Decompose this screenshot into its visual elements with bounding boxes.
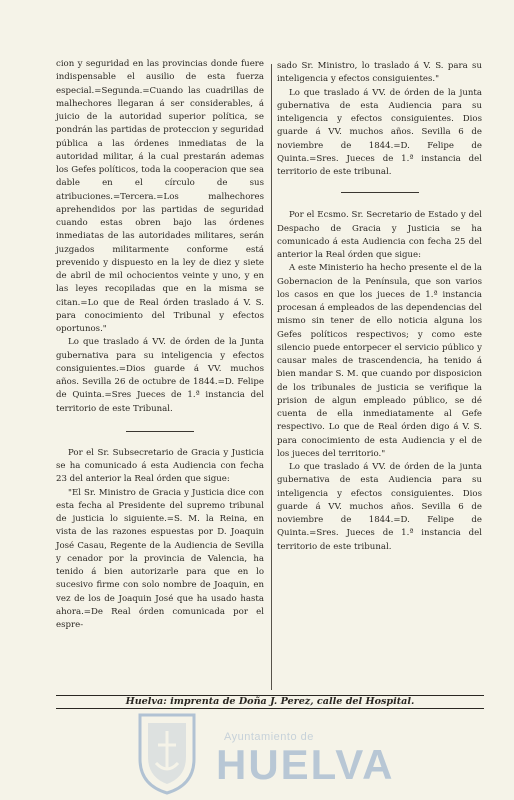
footer-rule-bottom	[56, 708, 484, 709]
watermark-line-1: Ayuntamiento de	[224, 731, 314, 743]
right-paragraph-3: Por el Ecsmo. Sr. Secretario de Estado y del Despacho de Gracia y Justicia se ha comunicado á esta Audiencia con fecha 25 del anterior la Real órden que sigue:	[277, 210, 482, 260]
left-paragraph-2: Lo que traslado á VV. de órden de la Junta gubernativa para su inteligencia y efectos consiguientes.=Dios guarde á VV. muchos años. Sevilla 26 de octubre de 1844.=D. Felipe de Quinta.=Sres Jueces de 1.ª instancia del territorio de este Tribunal.	[56, 337, 264, 414]
printer-imprint: Huelva: imprenta de Doña J. Perez, calle del Hospital.	[125, 696, 415, 707]
section-separator	[341, 192, 419, 193]
right-column	[277, 60, 482, 554]
left-column	[56, 58, 264, 632]
watermark-line-2: HUELVA	[216, 741, 395, 788]
right-paragraph-1: sado Sr. Ministro, lo traslado á V. S. para su inteligencia y efectos consiguientes."	[277, 61, 482, 85]
archive-watermark	[0, 705, 514, 800]
right-paragraph-2: Lo que traslado á VV. de órden de la junta gubernativa de esta Audiencia para su inteligencia y efectos consiguientes. Dios guarde á VV. muchos años. Sevilla 6 de noviembre de 1844.=D. Felipe de Quinta.=Sres. Jueces de 1.ª instancia del territorio de este tribunal.	[277, 87, 482, 177]
left-paragraph-1: cion y seguridad en las provincias donde fuere indispensable el ausilio de esta fuerza especial.=Segunda.=Cuando las cuadrillas de malhechores llegaran á ser considerables, á juicio de la autoridad superior política, se pondrán las partidas de proteccion y seguridad pública a las órdenes inmediatas de la autoridad militar, á la cual prestarán ademas los Gefes políticos, toda la cooperacion que sea dable en el círculo de sus atribuciones.=Tercera.=Los malhechores aprehendidos por las partidas de seguridad cuando estas obren bajo las órdenes inmediatas de las autoridades militares, serán juzgados militarmente conforme está prevenido y dispuesto en la ley de diez y siete de abril de mil ochocientos veinte y uno, y en las leyes recopiladas que en la misma se citan.=Lo que de Real órden traslado á V. S. para conocimiento del Tribunal y efectos oportunos."	[56, 59, 264, 334]
left-paragraph-3: Por el Sr. Subsecretario de Gracia y Justicia se ha comunicado á esta Audiencia con fecha 23 del anterior la Real órden que sigue:	[56, 447, 264, 485]
right-paragraph-4: A este Ministerio ha hecho presente el de la Gobernacion de la Península, que son varios los casos en que los jueces de 1.ª instancia procesan á empleados de las dependencias del mismo sin tener de ello noticia alguna los Gefes políticos respectivos; y como este silencio puede entorpecer el servicio público y causar males de trascendencia, ha tenido á bien mandar S. M. que cuando por disposicion de los tribunales de justicia se verifique la prision de algun empleado público, se dé cuenta de ella inmediatamente al Gefe respectivo. Lo que de Real órden digo á V. S. para conocimiento de esta Audiencia y el de los jueces del territorio."	[277, 263, 482, 459]
left-paragraph-4: "El Sr. Ministro de Gracia y Justicia dice con esta fecha al Presidente del supremo tribunal de justicia lo siguiente.=S. M. la Reina, en vista de las razones espuestas por D. Joaquin José Casau, Regente de la Audiencia de Sevilla y cenador por la provincia de Valencia, ha tenido á bien autorizarle para que en lo sucesivo firme con solo nombre de Joaquin, en vez de los de Joaquin José que ha usado hasta ahora.=De Real órden comunicada por el espre-	[56, 487, 264, 630]
column-divider	[271, 64, 272, 690]
city-seal-icon	[132, 707, 202, 797]
section-separator	[126, 431, 194, 432]
right-paragraph-5: Lo que traslado á VV. de órden de la junta gubernativa de esta Audiencia para su inteligencia y efectos consiguientes. Dios guarde á VV. muchos años. Sevilla 6 de noviembre de 1844.=D. Felipe de Quinta.=Sres. Jueces de 1.ª instancia del territorio de este tribunal.	[277, 462, 482, 552]
